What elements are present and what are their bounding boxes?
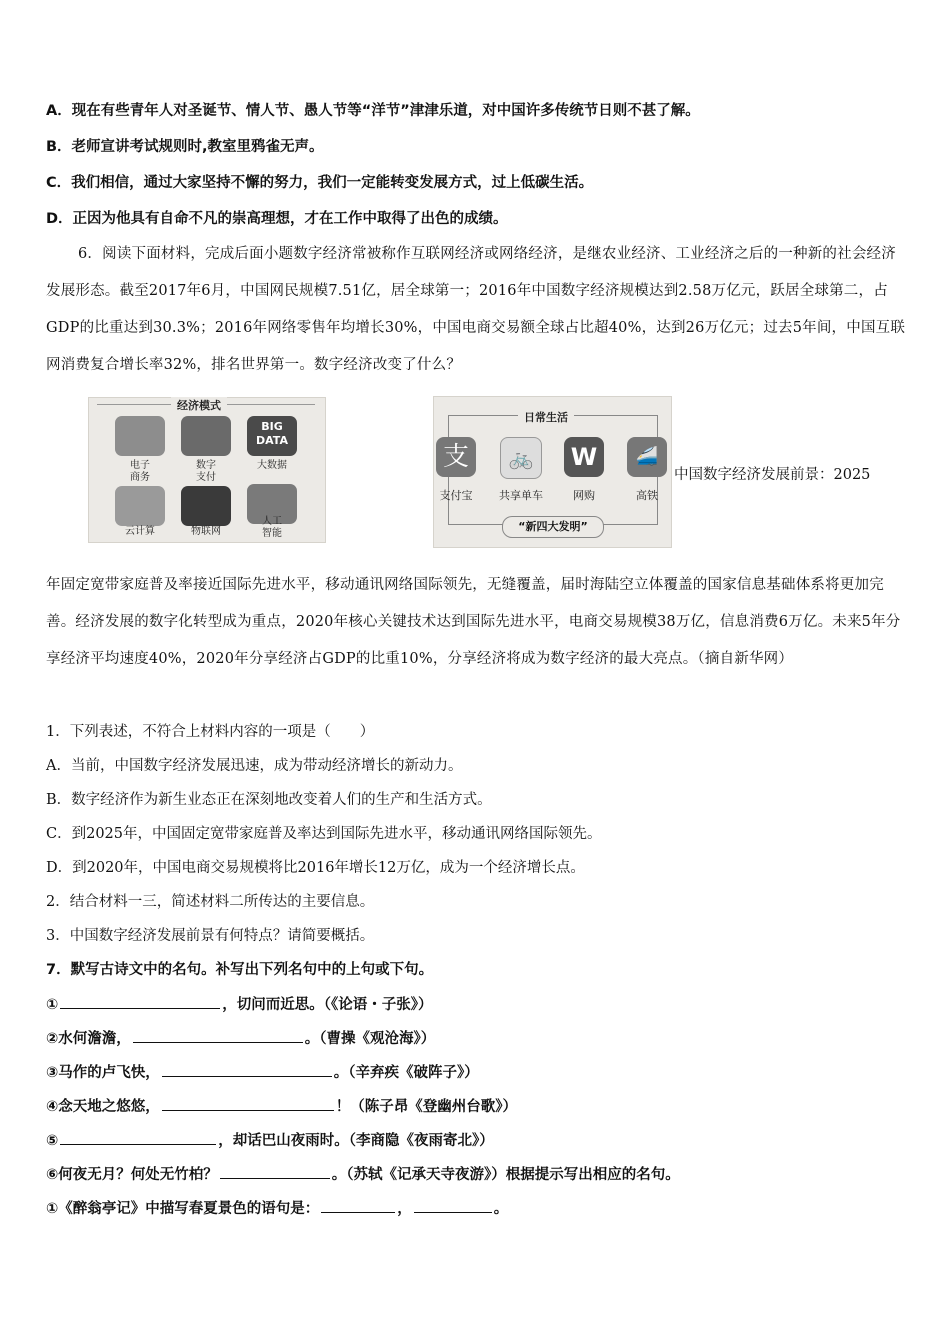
figure-side-text: 中国数字经济发展前景：2025 — [674, 467, 871, 483]
q7-item-5 — [46, 1130, 906, 1151]
q7-item-4-blank[interactable] — [162, 1096, 334, 1111]
q7-item-3-blank[interactable] — [162, 1062, 332, 1077]
tile-label-ecommerce: 电子 商务 — [130, 460, 150, 483]
figure-economic-models-title: 经济模式 — [171, 397, 227, 413]
card-icon — [181, 416, 231, 456]
tile-label-cloud: 云计算 — [125, 526, 155, 537]
bike-icon — [500, 437, 542, 479]
q6-sub-2: 2．结合材料一三，简述材料二所传达的主要信息。 — [46, 894, 375, 910]
q7-item-1-blank[interactable] — [60, 994, 220, 1009]
q6-sub-1-option-d: D．到2020年，中国电商交易规模将比2016年增长12万亿，成为一个经济增长点。 — [46, 860, 585, 876]
tile-label-iot: 物联网 — [191, 526, 221, 537]
q6-sub-1-option-b: B．数字经济作为新生业态正在深刻地改变着人们的生产和生活方式。 — [46, 792, 492, 808]
q5-option-a: A．现在有些青年人对圣诞节、情人节、愚人节等“洋节”津津乐道，对中国许多传统节日则不甚了解。 — [46, 103, 700, 119]
q7-item-3-post: 。（辛弃疾《破阵子》） — [333, 1065, 479, 1081]
q7-item-4-pre: ④念天地之悠悠， — [46, 1099, 160, 1115]
shopping-icon — [564, 437, 604, 477]
alipay-glyph: 支 — [442, 442, 469, 472]
q7-item-3 — [46, 1062, 906, 1083]
q6-sub-1: 1．下列表述，不符合上材料内容的一项是（ ） — [46, 724, 375, 740]
q7-item-6-pre: ⑥何夜无月？何处无竹柏？ — [46, 1167, 218, 1183]
cloud-icon — [115, 486, 165, 526]
alipay-icon — [436, 437, 476, 477]
app-label-bike: 共享单车 — [499, 489, 543, 502]
q7-last-pre: ①《醉翁亭记》中描写春夏景色的语句是： — [46, 1201, 320, 1217]
figure-daily-life-title: 日常生活 — [518, 409, 574, 425]
app-label-shopping: 网购 — [573, 489, 595, 502]
q7-item-6 — [46, 1164, 906, 1185]
app-label-alipay: 支付宝 — [439, 489, 473, 502]
network-icon — [181, 486, 231, 526]
shop-icon — [115, 416, 165, 456]
big-data-icon — [247, 416, 297, 456]
q7-last-blank-1[interactable] — [321, 1198, 395, 1213]
q7-item-2-post: 。（曹操《观沧海》） — [304, 1031, 436, 1047]
figure-economic-models — [88, 397, 326, 543]
q5-option-b: B．老师宣讲考试规则时,教室里鸦雀无声。 — [46, 139, 324, 155]
tile-label-digital-pay: 数字 支付 — [196, 460, 216, 483]
q7-last-blank-2[interactable] — [414, 1198, 492, 1213]
q7-item-6-blank[interactable] — [220, 1164, 330, 1179]
q6-intro: 6．阅读下面材料，完成后面小题数字经济常被称作互联网经济或网络经济，是继农业经济、工业经济之后的一种新的社会经济发展形态。截至2017年6月，中国网民规模7.51亿，居全球第一；2016年中国数字经济规模达到2.58万亿元，跃居全球第二，占GDP的比重达到30.3%；2016年网络零售年均增长30%，中国电商交易额全球占比超40%，达到26万亿元；过去5年间，中国互联网消费复合增长率32%，排名世界第一。数字经济改变了什么？ — [46, 246, 906, 373]
figure-daily-life-footer: “新四大发明” — [502, 516, 604, 538]
app-label-train: 高铁 — [636, 489, 658, 502]
q7-item-1-pre: ① — [46, 997, 59, 1013]
q7-last-mid: ， — [397, 1201, 412, 1217]
q7-item-2-blank[interactable] — [133, 1028, 303, 1043]
figure-daily-life — [433, 396, 672, 548]
train-glyph: 🚄 — [635, 446, 659, 467]
q7-item-3-pre: ③马作的卢飞快， — [46, 1065, 160, 1081]
q7-item-1 — [46, 994, 906, 1015]
q7-item-4-post: ！（陈子昂《登幽州台歌》） — [335, 1099, 518, 1115]
train-icon — [627, 437, 667, 477]
q7-item-4 — [46, 1096, 906, 1117]
q6-sub-3: 3．中国数字经济发展前景有何特点？请简要概括。 — [46, 928, 375, 944]
q6-sub-1-option-a: A．当前，中国数字经济发展迅速，成为带动经济增长的新动力。 — [46, 758, 463, 774]
q5-option-c: C．我们相信，通过大家坚持不懈的努力，我们一定能转变发展方式，过上低碳生活。 — [46, 175, 594, 191]
q7-last-post: 。 — [493, 1201, 509, 1217]
tile-label-ai: 人工 智能 — [262, 516, 282, 539]
q7-item-5-post: ，却话巴山夜雨时。（李商隐《夜雨寄北》） — [218, 1133, 494, 1149]
tile-label-big-data: 大数据 — [257, 460, 287, 471]
big-data-text: BIG DATA — [256, 420, 288, 447]
q7-item-2 — [46, 1028, 906, 1049]
q6-continued: 年固定宽带家庭普及率接近国际先进水平，移动通讯网络国际领先，无缝覆盖，届时海陆空立体覆盖的国家信息基础体系将更加完善。经济发展的数字化转型成为重点，2020年核心关键技术达到国际先进水平，电商交易规模38万亿，信息消费6万亿。未来5年分享经济平均速度40%，2020年分享经济占GDP的比重10%，分享经济将成为数字经济的最大亮点。（摘自新华网） — [46, 577, 901, 667]
bike-glyph: 🚲 — [508, 446, 534, 470]
q7-item-1-post: ，切问而近思。（《论语・子张》） — [222, 997, 433, 1013]
shopping-glyph: W — [570, 443, 598, 471]
q7-last — [46, 1198, 906, 1219]
q7-item-5-pre: ⑤ — [46, 1133, 59, 1149]
q7-title: 7．默写古诗文中的名句。补写出下列名句中的上句或下句。 — [46, 962, 434, 978]
q6-sub-1-option-c: C．到2025年，中国固定宽带家庭普及率达到国际先进水平，移动通讯网络国际领先。 — [46, 826, 602, 842]
q7-item-5-blank[interactable] — [60, 1130, 216, 1145]
q5-option-d: D．正因为他具有自命不凡的崇高理想，才在工作中取得了出色的成绩。 — [46, 211, 508, 227]
q7-item-2-pre: ②水何澹澹， — [46, 1031, 131, 1047]
q7-item-6-post: 。（苏轼《记承天寺夜游》）根据提示写出相应的名句。 — [331, 1167, 680, 1183]
